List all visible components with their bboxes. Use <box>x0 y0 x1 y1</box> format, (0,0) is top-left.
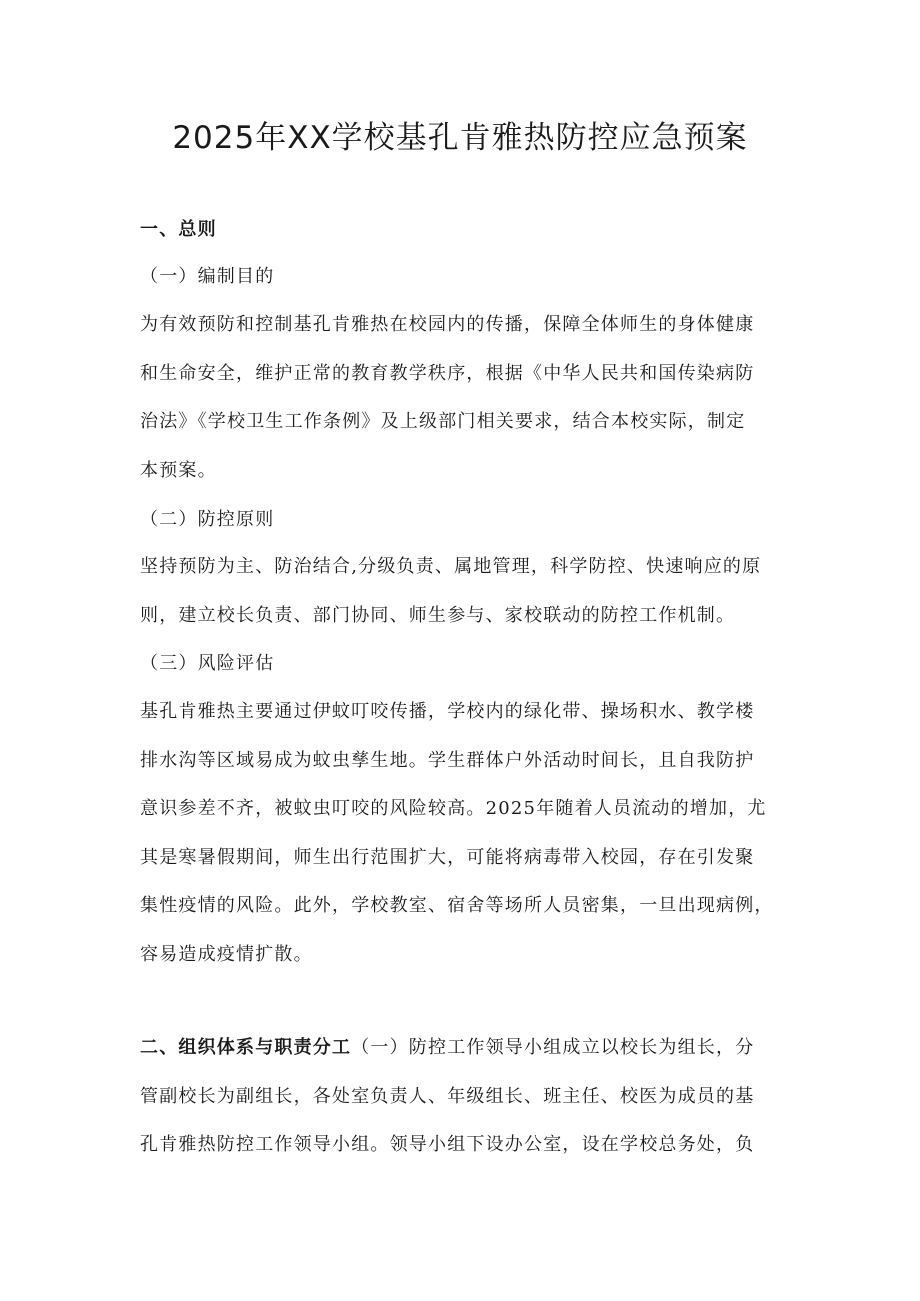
document-title: 2025年XX学校基孔肯雅热防控应急预案 <box>172 120 748 156</box>
paragraph-line: 坚持预防为主、防治结合,分级负责、属地管理，科学防控、快速响应的原 <box>140 556 762 577</box>
paragraph-line: 管副校长为副组长，各处室负责人、年级组长、班主任、校医为成员的基 <box>140 1085 755 1107</box>
paragraph-principles <box>140 543 790 640</box>
paragraph-purpose <box>140 301 790 495</box>
paragraph-line: 容易造成疫情扩散。 <box>140 943 313 965</box>
paragraph-line: 本预案。 <box>140 459 217 481</box>
section-heading-general: 一、总则 <box>140 219 217 240</box>
paragraph-text: （一）防控工作领导小组成立以校长为组长，分 <box>351 1037 755 1058</box>
section-heading-organization: 二、组织体系与职责分工 <box>140 1037 352 1058</box>
paragraph-line: 和生命安全，维护正常的教育教学秩序，根据《中华人民共和国传染病防 <box>140 362 755 384</box>
paragraph-line: 为有效预防和控制基孔肯雅热在校园内的传播，保障全体师生的身体健康 <box>140 314 755 335</box>
paragraph-line: 排水沟等区域易成为蚊虫孳生地。学生群体户外活动时间长，且自我防护 <box>140 749 755 771</box>
paragraph-risk <box>140 688 790 979</box>
paragraph-line: 基孔肯雅热主要通过伊蚊叮咬传播，学校内的绿化带、操场积水、教学楼 <box>140 701 755 722</box>
paragraph-line: 治法》《学校卫生工作条例》及上级部门相关要求，结合本校实际，制定 <box>140 411 746 432</box>
paragraph-line-first <box>140 1024 790 1073</box>
paragraph-line: 孔肯雅热防控工作领导小组。领导小组下设办公室，设在学校总务处，负 <box>140 1134 755 1155</box>
subheading-principles: （二）防控原则 <box>140 509 275 530</box>
subheading-risk: （三）风险评估 <box>140 653 275 674</box>
subheading-purpose: （一）编制目的 <box>140 266 275 287</box>
paragraph-line: 集性疫情的风险。此外，学校教室、宿舍等场所人员密集，一旦出现病例， <box>140 895 774 916</box>
paragraph-line: 意识参差不齐，被蚊虫叮咬的风险较高。2025年随着人员流动的增加，尤 <box>140 798 767 819</box>
paragraph-line: 其是寒暑假期间，师生出行范围扩大，可能将病毒带入校园，存在引发聚 <box>140 846 755 868</box>
paragraph-organization <box>140 1024 790 1170</box>
paragraph-line: 则，建立校长负责、部门协同、师生参与、家校联动的防控工作机制。 <box>140 604 736 626</box>
